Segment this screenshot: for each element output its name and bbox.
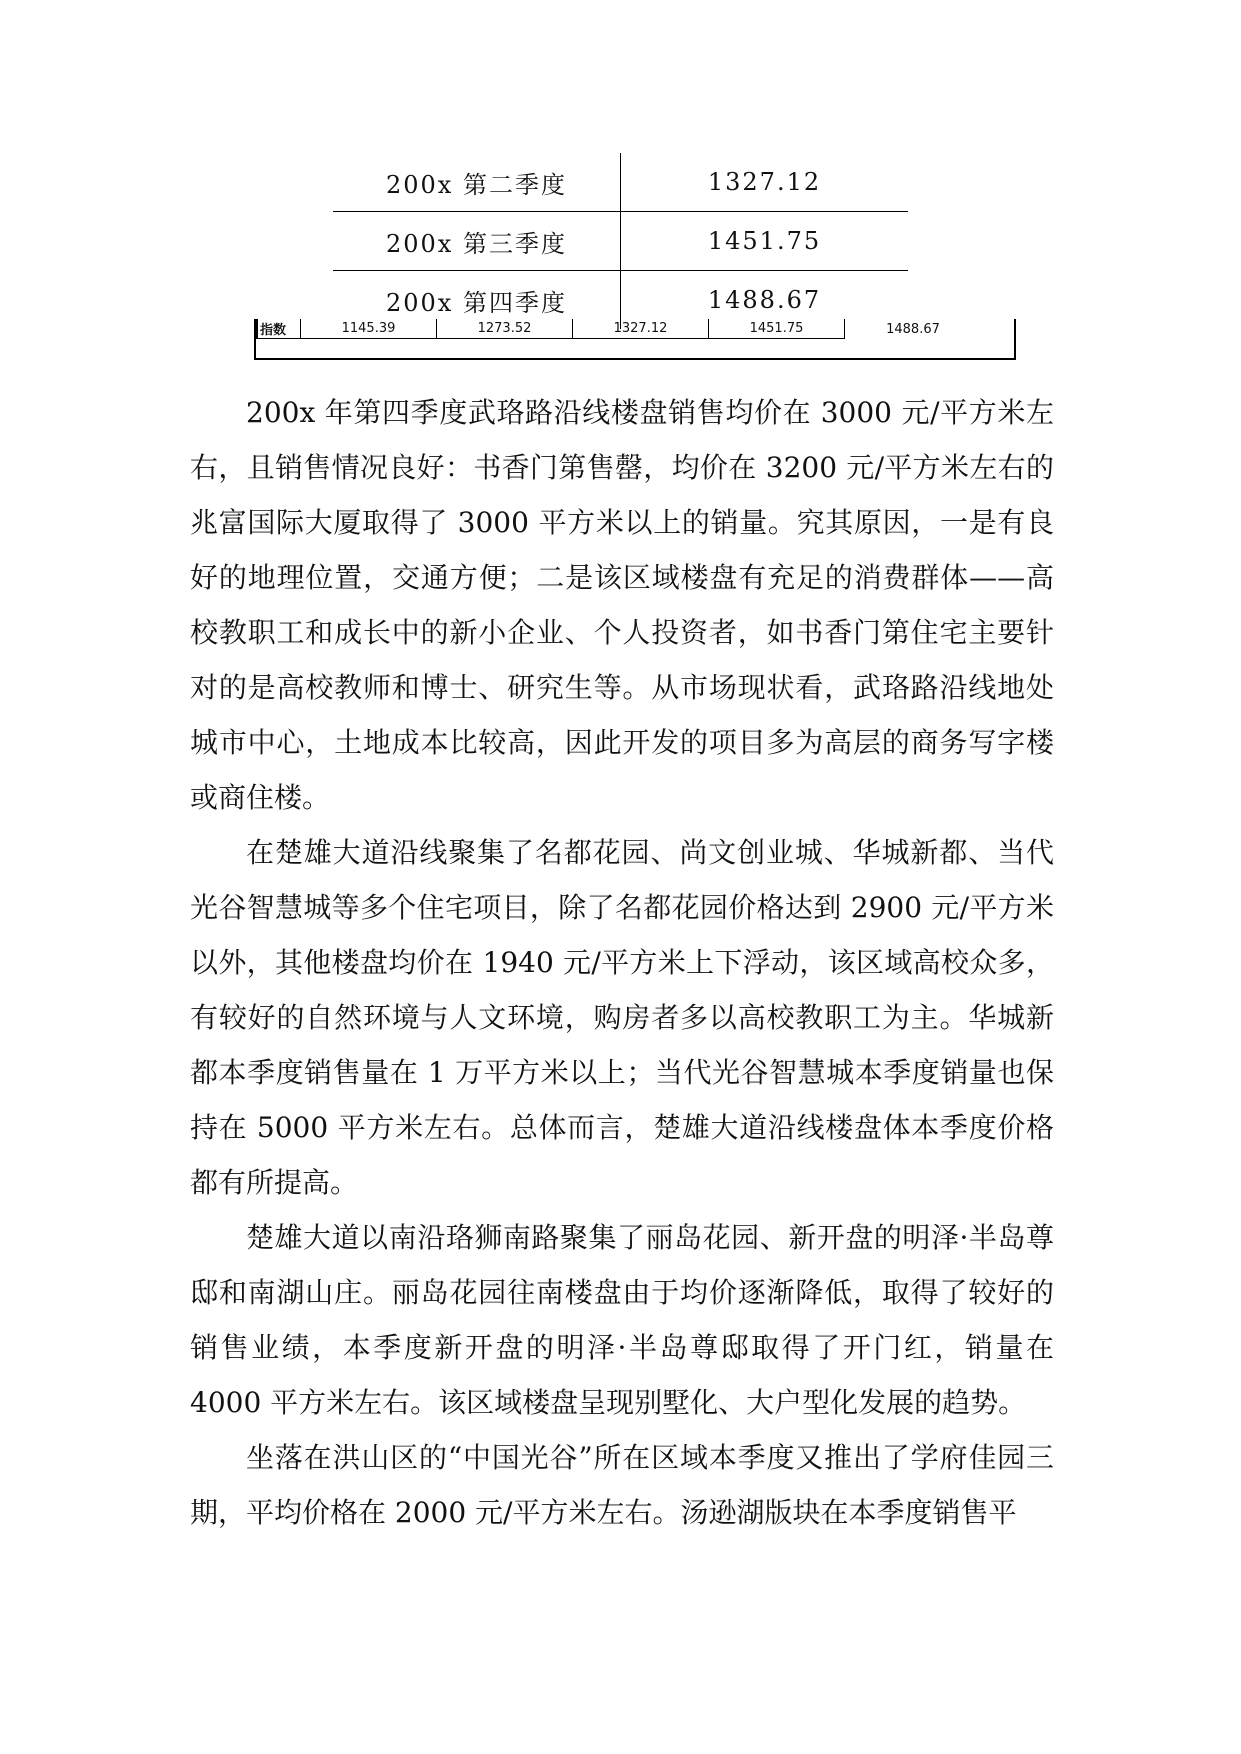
paragraph: 楚雄大道以南沿珞狮南路聚集了丽岛花园、新开盘的明泽·半岛尊邸和南湖山庄。丽岛花园往南楼盘由于均价逐渐降低，取得了较好的销售业绩，本季度新开盘的明泽·半岛尊邸取得了开门红，销量在 4000 平方米左右。该区域楼盘呈现别墅化、大户型化发展的趋势。 bbox=[190, 1221, 1054, 1419]
quarter-cell: 200x 第二季度 bbox=[333, 153, 621, 212]
paragraph: 坐落在洪山区的“中国光谷”所在区域本季度又推出了学府佳园三期，平均价格在 2000 元/平方米左右。汤逊湖版块在本季度销售平 bbox=[190, 1441, 1054, 1529]
table-row bbox=[333, 212, 908, 271]
index-strip-row bbox=[256, 319, 1014, 339]
body-text bbox=[190, 385, 1054, 1540]
index-strip-label: 指数 bbox=[256, 319, 301, 339]
value-cell: 1327.12 bbox=[707, 168, 822, 196]
index-strip-value: 1327.12 bbox=[573, 319, 709, 339]
value-cell: 1488.67 bbox=[621, 271, 909, 330]
index-strip-value: 1145.39 bbox=[301, 319, 437, 339]
paragraph: 在楚雄大道沿线聚集了名都花园、尚文创业城、华城新都、当代光谷智慧城等多个住宅项目，除了名都花园价格达到 2900 元/平方米以外，其他楼盘均价在 1940 元/平方米上下浮动，该区域高校众多，有较好的自然环境与人文环境，购房者多以高校教职工为主。华城新都本季度销售量在 1 万平方米以上；当代光谷智慧城本季度销量也保持在 5000 平方米左右。总体而言，楚雄大道沿线楼盘体本季度价格都有所提高。 bbox=[190, 836, 1054, 1199]
index-strip-value: 1451.75 bbox=[709, 319, 845, 339]
quarterly-index-table bbox=[333, 153, 908, 329]
quarter-cell: 200x 第四季度 bbox=[333, 271, 621, 330]
value-cell: 1451.75 bbox=[621, 212, 909, 271]
index-strip-value: 1488.67 bbox=[886, 321, 940, 337]
table-row bbox=[333, 153, 908, 212]
paragraph: 200x 年第四季度武珞路沿线楼盘销售均价在 3000 元/平方米左右，且销售情况良好：书香门第售罄，均价在 3200 元/平方米左右的兆富国际大厦取得了 3000 平方米以上的销量。究其原因，一是有良好的地理位置，交通方便；二是该区域楼盘有充足的消费群体——高校教职工和成长中的新小企业、个人投资者，如书香门第住宅主要针对的是高校教师和博士、研究生等。从市场现状看，武珞路沿线地处城市中心，土地成本比较高，因此开发的项目多为高层的商务写字楼或商住楼。 bbox=[190, 396, 1054, 814]
index-strip-value: 1273.52 bbox=[437, 319, 573, 339]
index-strip bbox=[254, 319, 1016, 360]
quarter-cell: 200x 第三季度 bbox=[333, 212, 621, 271]
